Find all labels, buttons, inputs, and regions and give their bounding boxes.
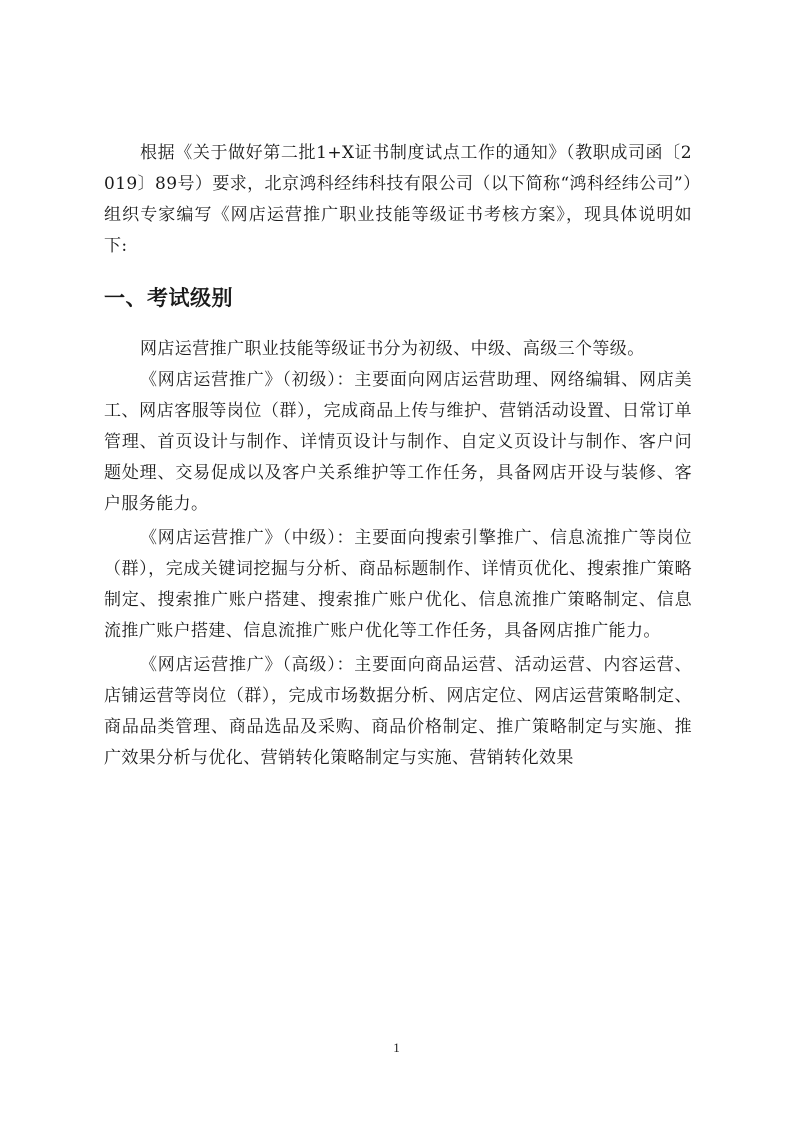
intro-paragraph: 根据《关于做好第二批1+X证书制度试点工作的通知》（教职成司函〔2019〕89号）要求，北京鸿科经纬科技有限公司（以下简称“鸿科经纬公司”）组织专家编写《网店运营推广职业技能等级证书考核方案》，现具体说明如下: <box>104 143 692 256</box>
page-number: 1 <box>393 1040 400 1055</box>
paragraph-level-senior: 《网店运营推广》（高级）：主要面向商品运营、活动运营、内容运营、店铺运营等岗位（群），完成市场数据分析、网店定位、网店运营策略制定、商品品类管理、商品选品及采购、商品价格制定、推广策略制定与实施、推广效果分析与优化、营销转化策略制定与实施、营销转化效果 <box>104 655 692 768</box>
paragraph-level-intermediate: 《网店运营推广》（中级）：主要面向搜索引擎推广、信息流推广等岗位（群），完成关键词挖掘与分析、商品标题制作、详情页优化、搜索推广策略制定、搜索推广账户搭建、搜索推广账户优化、信息流推广策略制定、信息流推广账户搭建、信息流推广账户优化等工作任务，具备网店推广能力。 <box>104 528 692 641</box>
document-body <box>104 138 692 774</box>
paragraph-levels-overview: 网店运营推广职业技能等级证书分为初级、中级、高级三个等级。 <box>140 339 645 359</box>
paragraph-level-junior: 《网店运营推广》（初级）：主要面向网店运营助理、网络编辑、网店美工、网店客服等岗位（群），完成商品上传与维护、营销活动设置、日常订单管理、首页设计与制作、详情页设计与制作、自定义页设计与制作、客户问题处理、交易促成以及客户关系维护等工作任务，具备网店开设与装修、客户服务能力。 <box>104 370 692 514</box>
section-heading-exam-levels: 一、考试级别 <box>104 286 233 310</box>
